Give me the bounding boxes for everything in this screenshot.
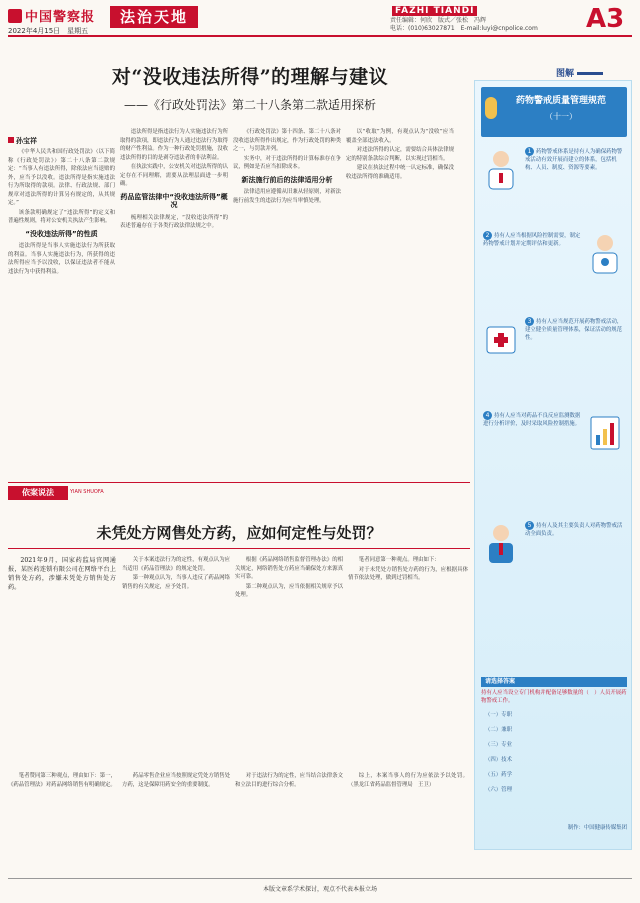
paragraph: 根据《药品网络销售监督管理办法》的相关规定，网络销售处方药应当确保处方来源真实可靠。 — [235, 557, 343, 580]
step-number: 2 — [483, 231, 492, 240]
footer-divider — [8, 878, 632, 879]
info-paragraph-2 — [483, 231, 581, 248]
info-paragraph-4 — [483, 411, 581, 428]
step-number: 1 — [525, 147, 534, 156]
quiz-option: （一）专职 — [485, 712, 512, 718]
author-byline — [8, 136, 37, 146]
qa-lead-paragraph: 2021年9月，国家药监局官网通报，某医药连锁有限公司在网络平台上销售处方药，涉嫌未凭处方销售处方药。 — [8, 557, 116, 591]
column-tag-english: YIAN SHUOFA — [70, 489, 104, 495]
label-bar — [577, 72, 603, 75]
section-heading: 新法施行前后的法律适用分析 — [241, 175, 333, 184]
infographic-label-text: 图解 — [556, 69, 575, 79]
author-name: 孙宝祥 — [16, 137, 37, 145]
qa-column-2 — [122, 556, 230, 801]
article-column-2 — [120, 128, 228, 478]
article-column-3 — [233, 128, 341, 478]
info-paragraph-5 — [525, 521, 625, 538]
header-divider — [8, 35, 632, 37]
info-text: 持有人及其主要负责人对药物警戒活动全面负责。 — [525, 523, 623, 537]
newspaper-logo — [8, 6, 108, 24]
infographic-header — [481, 87, 627, 137]
section-heading: “没收违法所得”的性质 — [25, 229, 98, 238]
paragraph: 违法所得是指违法行为人实施违法行为所取得的款项，即违法行为人通过违法行为取得的财产性利益。作为一种行政处罚措施，没收违法所得的目的是剥夺违法者的非法利益。 — [120, 129, 228, 161]
byline-marker-icon — [8, 137, 14, 143]
qa-bottom-column-2 — [122, 772, 230, 857]
section-divider — [8, 482, 470, 483]
logo-text: 中国警察报 — [25, 10, 96, 25]
capsule-icon — [485, 97, 497, 119]
paragraph: 第二种观点认为，应当依据相关规章予以处理。 — [235, 583, 343, 598]
paragraph: 对于违法行为的定性，应当结合法律条文和立法目的进行综合分析。 — [235, 773, 343, 788]
infographic-subtitle: （十一） — [545, 112, 577, 121]
qa-bottom-column-1 — [8, 772, 116, 857]
qa-column-1 — [8, 556, 116, 801]
article-subtitle: ——《行政处罚法》第二十八条第二款适用探析 — [123, 98, 376, 112]
section-english-text: FAZHI TIANDI — [392, 6, 477, 16]
paragraph: 违法所得是当事人实施违法行为所获取的利益。当事人实施违法行为，所获得的违法所得应当予以没收，以保证违法者不能从违法行为中获得利益。 — [8, 243, 115, 275]
paragraph: 法律适用应遵循从旧兼从轻原则，对新法施行前发生的违法行为应当审慎处理。 — [233, 189, 341, 204]
manager-illustration-icon — [481, 521, 521, 565]
footer-note: 本版文章系学术探讨，观点不代表本报立场 — [262, 886, 377, 893]
section-english — [390, 6, 477, 16]
paragraph: 药品零售企业应当按照规定凭处方销售处方药，这是保障用药安全的重要制度。 — [122, 773, 230, 788]
info-text: 持有人应当规范开展药物警戒活动，建立健全质量管理体系，保证活动的规范性。 — [525, 319, 623, 341]
editors-info: 责任编辑：何欣 版式／张松 冯辉 电话：(010)63027871 E-mail:luyi@cnpolice.com — [390, 17, 538, 32]
paragraph: 该条款明确规定了“违法所得”的定义和普遍性规则，将对公安机关执法产生影响。 — [8, 209, 115, 224]
doctor-illustration-icon — [481, 147, 521, 191]
paragraph: 笔者同意第一种观点。理由如下： — [358, 557, 440, 563]
paragraph: 《中华人民共和国行政处罚法》（以下简称《行政处罚法》）第二十八条第二款规定：“当事人有违法所得，除依法应当退赔的外，应当予以没收。违法所得是指实施违法行为所取得的款项。法律、行政法规、部门规章对违法所得的计算另有规定的，从其规定。” — [8, 149, 115, 206]
info-text: 药物警戒体系是持有人为确保药物警戒活动有效开展而建立的体系，包括机构、人员、制度、资源等要素。 — [525, 149, 623, 171]
info-text: 持有人应当根据风险控制需要，制定药物警戒计划并定期评估和更新。 — [483, 233, 581, 247]
info-text: 持有人应当对药品不良反应监测数据进行分析评价，及时采取风险控制措施。 — [483, 413, 581, 427]
qa-bottom-column-3 — [235, 772, 343, 857]
medicine-box-illustration-icon — [481, 317, 521, 361]
step-number: 5 — [525, 521, 534, 530]
chart-report-illustration-icon — [585, 411, 625, 455]
article-title: 对“没收违法所得”的理解与建议 — [111, 66, 389, 88]
article-column-1 — [8, 148, 115, 478]
paragraph: 关于本案违法行为的定性，有观点认为应当适用《药品管理法》的规定处罚。 — [122, 557, 230, 572]
paragraph: 在执法实践中，公安机关对违法所得的认定存在不同理解，需要从法理层面进一步明确。 — [120, 164, 228, 187]
qa-title: 未凭处方网售处方药，应如何定性与处罚？ — [96, 524, 382, 542]
quiz-option: （四）技术 — [485, 757, 512, 763]
step-number: 4 — [483, 411, 492, 420]
paragraph: 综上，本案当事人的行为应依法予以处罚。（黑龙江省药品监督管理局 王卫） — [348, 773, 468, 788]
infographic-credit: 制作：中国健康传媒集团 — [567, 825, 627, 831]
paragraph: 以“收取”为例，有观点认为“没收”应当覆盖全部违法收入。 — [346, 129, 454, 144]
quiz-title: 请选择答案 — [481, 677, 627, 687]
quiz-option: （五）药学 — [485, 772, 512, 778]
infographic-title: 药物警戒质量管理规范 — [515, 96, 606, 106]
paragraph: 笔者赞同第三种观点，理由如下：第一，《药品管理法》对药品网络销售有明确规定。 — [8, 773, 116, 788]
paragraph: 梳理相关法律规定，“没收违法所得”的表述普遍存在于各类行政法律法规之中。 — [120, 214, 228, 229]
quiz-option: （三）专业 — [485, 742, 512, 748]
quiz-option: （六）管理 — [485, 787, 512, 793]
column-tag: 依案说法 — [8, 486, 68, 500]
paragraph: 实务中，对于违法所得的计算标准存在争议，例如是否应当扣除成本。 — [233, 155, 341, 170]
quiz-question: 持有人应当设立专门机构并配备足够数量的（ ）人员开展药物警戒工作。 — [481, 690, 627, 704]
quiz-option: （二）兼职 — [485, 727, 512, 733]
qa-column-4 — [348, 556, 468, 801]
qa-title-rule — [8, 548, 470, 549]
paragraph: 建议在执法过程中统一认定标准，确保没收违法所得的准确适用。 — [346, 165, 454, 180]
info-paragraph-3 — [525, 317, 625, 342]
infographic-label — [556, 66, 603, 79]
paragraph: 对于未凭处方销售处方药的行为，应根据具体情节依法处理，做到过罚相当。 — [348, 566, 468, 581]
article-column-4 — [346, 128, 454, 478]
info-paragraph-1 — [525, 147, 625, 172]
qa-bottom-column-4 — [348, 772, 468, 857]
issue-date: 2022年4月15日 星期五 — [8, 27, 89, 35]
section-heading: 药品监管法律中“没收违法所得”概况 — [120, 192, 228, 209]
paragraph: 对违法所得的认定，需要结合具体法律规定的特别条款综合判断，以实现过罚相当。 — [346, 147, 454, 162]
qa-column-3 — [235, 556, 343, 801]
paragraph: 第一种观点认为，当事人违反了药品网络销售的有关规定，应予处罚。 — [122, 575, 230, 590]
paragraph: 《行政处罚法》第十四条、第二十八条对没收违法所得作出规定，作为行政处罚的种类之一，与罚款并列。 — [233, 129, 341, 152]
pharmacist-illustration-icon — [585, 231, 625, 275]
infographic-panel — [474, 80, 632, 850]
police-badge-icon — [8, 9, 22, 23]
page-number: A3 — [586, 4, 625, 34]
section-title: 法治天地 — [110, 6, 198, 28]
step-number: 3 — [525, 317, 534, 326]
